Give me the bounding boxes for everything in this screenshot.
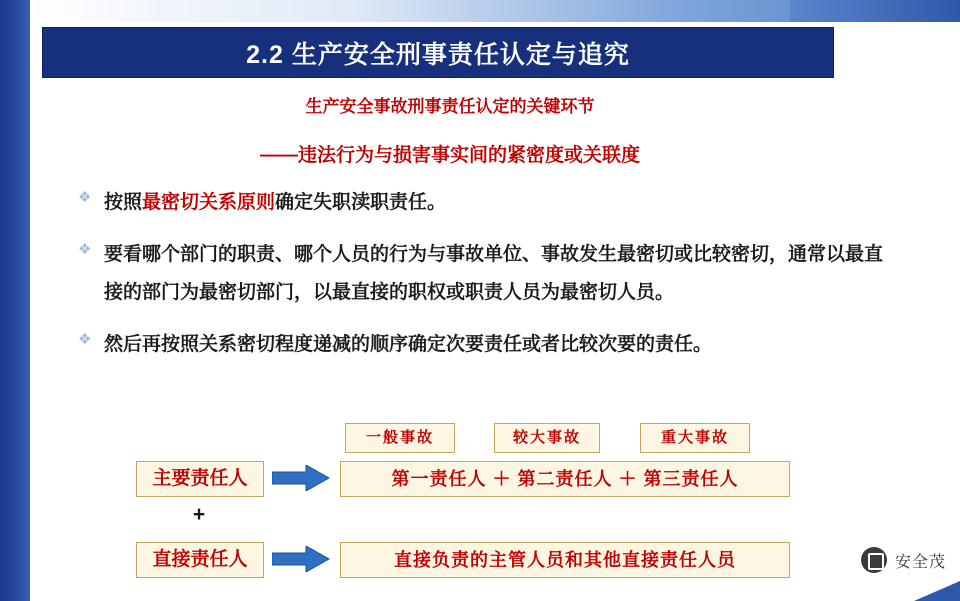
page-title: [42, 27, 834, 78]
diamond-bullet-icon: ❖: [78, 241, 92, 258]
box-direct-responsible: 直接责任人: [136, 542, 264, 578]
bottom-decoration: [914, 581, 960, 601]
tag-severe-accident: 重大事故: [640, 423, 750, 453]
tag-major-accident: 较大事故: [494, 423, 600, 453]
bullet-lead: 按照: [104, 192, 143, 213]
watermark: [861, 547, 946, 573]
list-item: [78, 184, 888, 222]
subtitle-primary: 生产安全事故刑事责任认定的关键环节: [305, 97, 595, 116]
tag-general-accident: 一般事故: [345, 423, 455, 453]
bullet-text: 然后再按照关系密切程度递减的顺序确定次要责任或者比较次要的责任。: [104, 334, 713, 355]
top-decorative-band: [30, 0, 960, 22]
plus-connector: +: [192, 503, 206, 526]
box-primary-responsible: 主要责任人: [136, 461, 264, 497]
list-item: [78, 326, 888, 364]
arrow-right-icon: [272, 465, 330, 491]
bullet-text: 要看哪个部门的职责、哪个人员的行为与事故单位、事故发生最密切或比较密切，通常以最直接的部门为最密切部门，以最直接的职权或职责人员为最密切人员。: [104, 244, 884, 303]
bullet-highlight: 最密切关系原则: [142, 192, 276, 213]
watermark-logo-icon: [861, 547, 887, 573]
watermark-label: 安全茂: [894, 553, 946, 571]
bullet-list: [78, 184, 888, 378]
corner-decoration: [790, 0, 960, 22]
responsibility-diagram: [0, 415, 960, 590]
box-responsible-persons: 第一责任人 ＋ 第二责任人 ＋ 第三责任人: [340, 461, 790, 497]
box-direct-managers: 直接负责的主管人员和其他直接责任人员: [340, 542, 790, 578]
bullet-text: [104, 184, 446, 222]
arrow-right-icon: [272, 546, 330, 572]
diamond-bullet-icon: ❖: [78, 189, 92, 206]
page-title-text: 2.2 生产安全刑事责任认定与追究: [246, 40, 630, 69]
diamond-bullet-icon: ❖: [78, 331, 92, 348]
bullet-tail: 确定失职渎职责任。: [275, 192, 447, 213]
subtitle-secondary: ——违法行为与损害事实间的紧密度或关联度: [259, 145, 640, 166]
list-item: [78, 236, 888, 312]
